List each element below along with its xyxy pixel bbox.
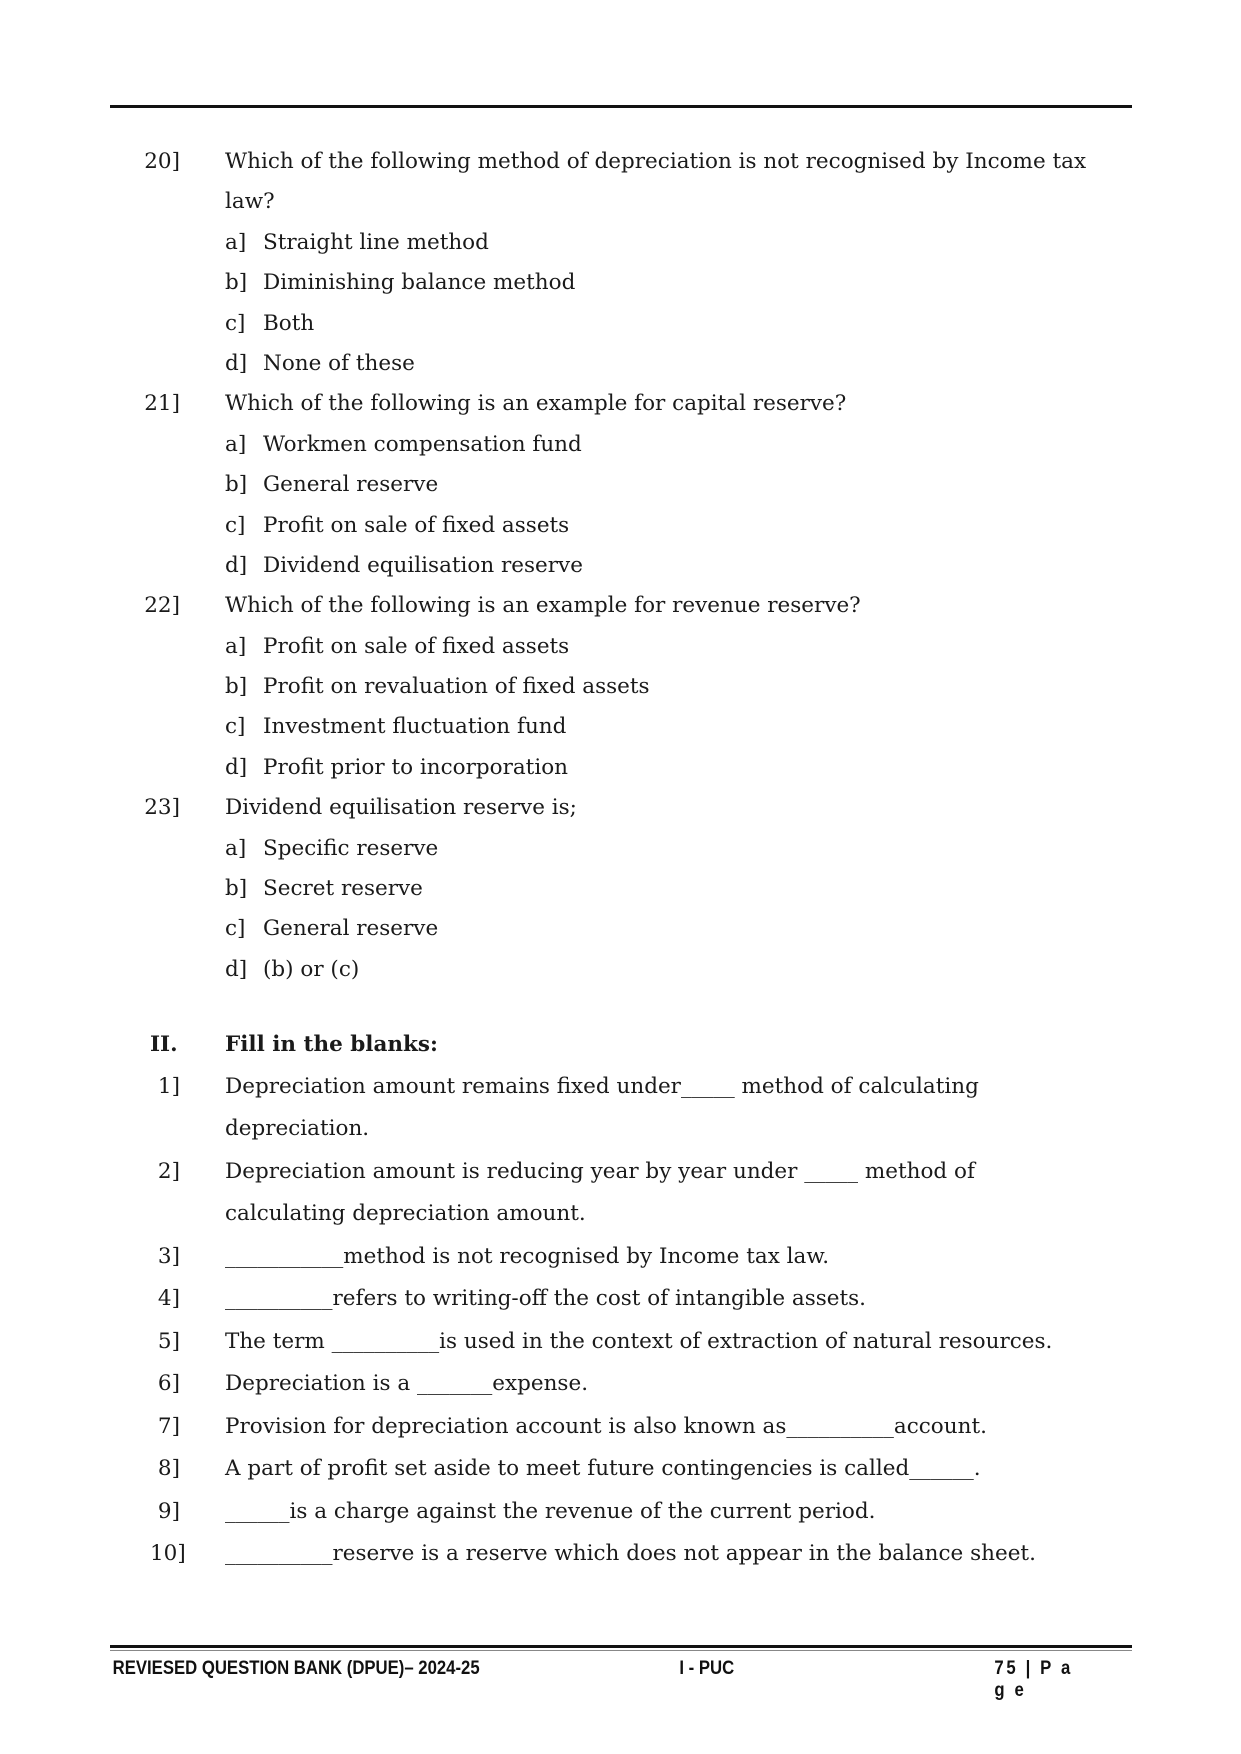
option-label: d] [225, 754, 248, 780]
question-line [0, 384, 1241, 424]
blank-text: calculating depreciation amount. [225, 1201, 586, 1227]
option-text: Profit on sale of fixed assets [263, 633, 570, 659]
option-label: a] [225, 229, 247, 255]
option-text: General reserve [263, 472, 439, 498]
blank-item [0, 1066, 1241, 1151]
blank-line [0, 1491, 1241, 1534]
footer-page-number: 75 | P a g e [994, 1658, 1073, 1701]
option-text: Specific reserve [263, 835, 439, 861]
option-row [0, 223, 1241, 263]
blank-text: Depreciation amount remains fixed under_____ method of calculating [225, 1073, 979, 1099]
answer-option [225, 627, 569, 667]
header-rule [110, 105, 1132, 108]
blank-line [0, 1406, 1241, 1449]
option-row [0, 506, 1241, 546]
answer-option [225, 546, 583, 586]
answer-option [225, 223, 489, 263]
page-footer [0, 1658, 1092, 1701]
option-text: Profit on revaluation of fixed assets [263, 674, 650, 700]
page-content [0, 142, 1241, 1576]
option-label: d] [225, 350, 248, 376]
option-text: Both [263, 310, 315, 336]
option-label: a] [225, 633, 247, 659]
answer-option [225, 425, 582, 465]
blank-number: 4] [157, 1286, 180, 1312]
answer-option [225, 506, 569, 546]
blank-number: 1] [157, 1073, 180, 1099]
question-text: Which of the following is an example for revenue reserve? [225, 593, 861, 619]
option-label: b] [225, 270, 248, 296]
option-label: a] [225, 835, 247, 861]
section-heading [0, 1025, 1241, 1065]
question-text: Dividend equilisation reserve is; [225, 795, 577, 821]
blank-text: Depreciation is a _______expense. [225, 1371, 589, 1397]
option-label: c] [225, 916, 246, 942]
blank-item [0, 1363, 1241, 1406]
option-row [0, 707, 1241, 747]
option-label: c] [225, 310, 246, 336]
option-text: Profit on sale of fixed assets [263, 512, 570, 538]
blank-text: __________reserve is a reserve which does not appear in the balance sheet. [225, 1541, 1036, 1567]
mcq-section [0, 142, 1241, 990]
answer-option [225, 263, 575, 303]
blank-item [0, 1448, 1241, 1491]
blank-item [0, 1321, 1241, 1364]
question-text: law? [225, 189, 275, 215]
option-row [0, 425, 1241, 465]
option-row [0, 465, 1241, 505]
question-text: Which of the following is an example for capital reserve? [225, 391, 847, 417]
option-row [0, 950, 1241, 990]
blank-item [0, 1151, 1241, 1236]
question-line [0, 182, 1241, 222]
option-text: None of these [263, 350, 415, 376]
option-row [0, 667, 1241, 707]
answer-option [225, 304, 314, 344]
blank-item [0, 1278, 1241, 1321]
blank-text: Provision for depreciation account is also known as__________account. [225, 1413, 987, 1439]
option-text: Investment fluctuation fund [263, 714, 567, 740]
section-title: Fill in the blanks: [225, 1032, 438, 1058]
option-row [0, 263, 1241, 303]
option-row [0, 829, 1241, 869]
blank-number: 5] [157, 1328, 180, 1354]
question-item [0, 586, 1241, 788]
option-row [0, 748, 1241, 788]
footer-title: REVIESED QUESTION BANK (DPUE)– 2024-25 [112, 1658, 480, 1679]
answer-option [225, 667, 650, 707]
blank-text: depreciation. [225, 1116, 370, 1142]
footer-rule [110, 1645, 1132, 1648]
fill-blanks-list [0, 1066, 1241, 1576]
option-text: Diminishing balance method [263, 270, 576, 296]
blank-line [0, 1066, 1241, 1109]
option-row [0, 869, 1241, 909]
option-text: Dividend equilisation reserve [263, 552, 583, 578]
option-label: b] [225, 876, 248, 902]
question-text: Which of the following method of depreciation is not recognised by Income tax [225, 149, 1087, 174]
option-label: a] [225, 431, 247, 457]
blank-item [0, 1406, 1241, 1449]
answer-option [225, 465, 438, 505]
option-text: Straight line method [263, 229, 489, 255]
footer-rule-thin [110, 1650, 1132, 1651]
blank-line [0, 1278, 1241, 1321]
option-text: General reserve [263, 916, 439, 942]
option-text: (b) or (c) [263, 956, 360, 982]
blank-line [0, 1533, 1241, 1576]
blank-line [0, 1321, 1241, 1364]
question-item [0, 142, 1241, 384]
blank-line [0, 1193, 1241, 1236]
blank-line [0, 1151, 1241, 1194]
blank-text: ___________method is not recognised by Income tax law. [225, 1243, 830, 1269]
option-row [0, 627, 1241, 667]
answer-option [225, 344, 415, 384]
question-number: 23] [144, 795, 180, 821]
blank-text: __________refers to writing-off the cost of intangible assets. [225, 1286, 867, 1312]
question-line [0, 586, 1241, 626]
blank-number: 9] [157, 1498, 180, 1524]
option-label: d] [225, 552, 248, 578]
question-line [0, 142, 1241, 182]
blank-number: 6] [157, 1371, 180, 1397]
question-item [0, 384, 1241, 586]
blank-line [0, 1448, 1241, 1491]
question-line [0, 788, 1241, 828]
blank-number: 7] [157, 1413, 180, 1439]
option-label: b] [225, 674, 248, 700]
option-row [0, 909, 1241, 949]
blank-number: 8] [157, 1456, 180, 1482]
option-text: Workmen compensation fund [263, 431, 582, 457]
blank-text: ______is a charge against the revenue of the current period. [225, 1498, 876, 1524]
option-label: c] [225, 714, 246, 740]
answer-option [225, 950, 359, 990]
question-number: 21] [144, 391, 180, 417]
blank-line [0, 1363, 1241, 1406]
answer-option [225, 869, 423, 909]
option-text: Secret reserve [263, 876, 423, 902]
option-row [0, 546, 1241, 586]
question-number: 22] [144, 593, 180, 619]
blank-text: A part of profit set aside to meet future contingencies is called______. [225, 1456, 981, 1482]
blank-line [0, 1236, 1241, 1279]
answer-option [225, 829, 438, 869]
blank-item [0, 1236, 1241, 1279]
blank-number: 2] [157, 1158, 180, 1184]
blank-text: The term __________is used in the context of extraction of natural resources. [225, 1328, 1053, 1354]
blank-number: 10] [150, 1541, 186, 1567]
footer-class: I - PUC [679, 1658, 735, 1679]
answer-option [225, 748, 568, 788]
blank-line [0, 1108, 1241, 1151]
section-number: II. [150, 1032, 178, 1058]
answer-option [225, 707, 566, 747]
question-item [0, 788, 1241, 990]
blank-text: Depreciation amount is reducing year by year under _____ method of [225, 1158, 975, 1184]
answer-option [225, 909, 438, 949]
question-number: 20] [144, 149, 180, 174]
section-spacer [0, 990, 1241, 1025]
option-label: b] [225, 472, 248, 498]
blank-item [0, 1491, 1241, 1534]
blank-item [0, 1533, 1241, 1576]
option-row [0, 344, 1241, 384]
option-label: c] [225, 512, 246, 538]
blank-number: 3] [157, 1243, 180, 1269]
option-row [0, 304, 1241, 344]
option-text: Profit prior to incorporation [263, 754, 568, 780]
option-label: d] [225, 956, 248, 982]
